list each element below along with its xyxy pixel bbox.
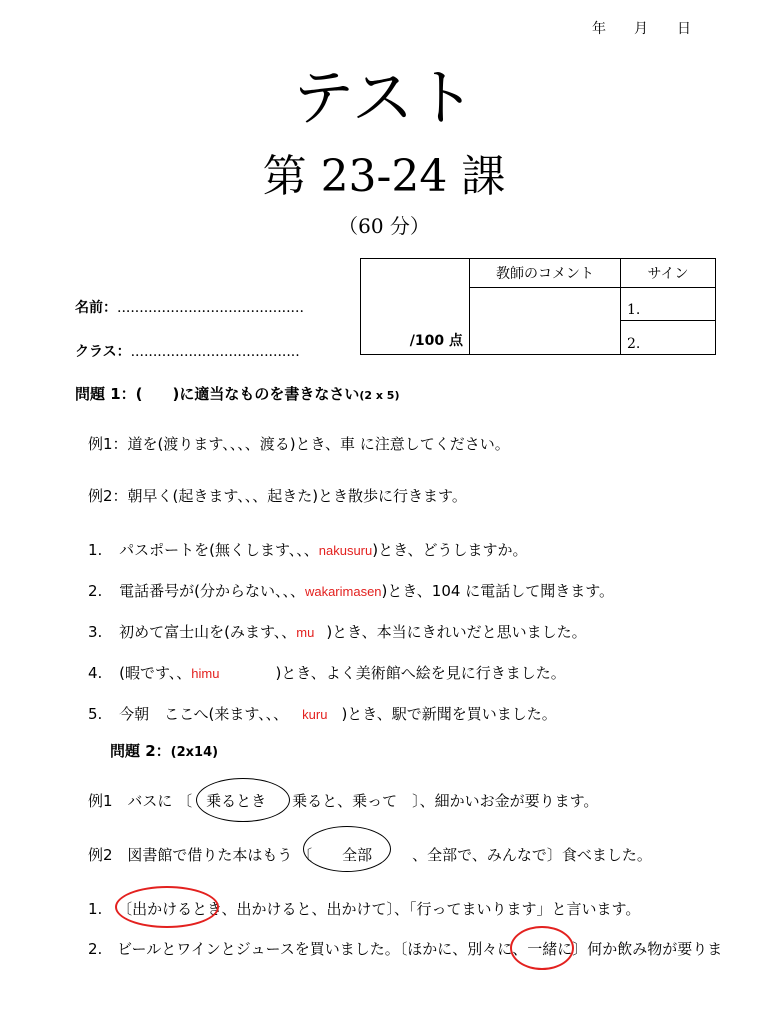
handwritten-answer[interactable]: mu	[296, 625, 315, 640]
q1-item-1	[88, 539, 528, 560]
item-number: 3.	[88, 623, 103, 641]
score-label: /100 点	[409, 333, 463, 349]
circled-answer: 一緒に	[527, 940, 573, 958]
example-text-after: 乗ると、乗って 〕、細かいお金が要ります。	[292, 792, 599, 810]
q1-example-2	[88, 485, 467, 506]
item-number: 1.	[88, 541, 103, 559]
item-text-before: 今朝 ここへ(来ます、、、	[119, 705, 289, 723]
name-label: 名前：	[75, 300, 117, 316]
class-row	[75, 341, 300, 361]
item-text-before: (暇です、、	[119, 664, 192, 682]
q1-item-2	[88, 580, 614, 601]
q1-heading: 問題 1：( )に適当なものを書きなさい	[75, 385, 360, 403]
example-text-before: バスに 〔	[127, 792, 193, 810]
item-text-after: )とき、どうしますか。	[372, 541, 528, 559]
teacher-comment-header: 教師のコメント	[470, 259, 621, 288]
q1-points: (2 x 5)	[359, 389, 400, 402]
example-label: 例1	[88, 792, 113, 810]
handwritten-answer[interactable]: kuru	[302, 707, 328, 722]
example-text: 道を(渡ります、、、、渡る)とき、車 に注意してください。	[127, 435, 510, 453]
q1-heading-row	[75, 383, 400, 404]
item-text-before: 〔	[117, 900, 133, 918]
example-label: 例2：	[88, 487, 128, 505]
item-text-before: パスポートを(無くします、、、	[119, 541, 319, 559]
example-label: 例2	[88, 846, 113, 864]
q1-item-5	[88, 703, 557, 724]
circled-answer: 出かけるとき	[132, 900, 222, 918]
item-text-after: )とき、駅で新聞を買いました。	[341, 705, 557, 723]
date-month-label: 月	[634, 21, 648, 37]
handwritten-circle	[115, 886, 222, 928]
item-text-after: )とき、本当にきれいだと思いました。	[326, 623, 587, 641]
item-text-before: 電話番号が(分からない、、、	[119, 582, 305, 600]
date-day-label: 日	[677, 21, 691, 37]
sign-cell-1[interactable]: 1.	[621, 288, 716, 321]
item-number: 2.	[88, 940, 103, 958]
q2-heading-row	[110, 740, 218, 761]
q2-heading: 問題 2：	[110, 742, 171, 760]
item-number: 5.	[88, 705, 103, 723]
name-blank[interactable]: ..........................................	[117, 300, 304, 316]
example-text-after: 、全部で、みんなで〕食べました。	[412, 846, 652, 864]
q2-points: (2x14)	[170, 745, 219, 760]
lesson-number: 第 23-24 課	[262, 151, 506, 202]
q2-item-2	[88, 938, 722, 959]
handwritten-answer[interactable]: nakusuru	[318, 543, 373, 558]
name-row	[75, 297, 304, 317]
item-text-before: ビールとワインとジュースを買いました。〔ほかに、別々に、	[117, 940, 528, 958]
item-text-before: 初めて富士山を(みます、、	[119, 623, 297, 641]
example-text: 朝早く(起きます、、、起きた)とき散歩に行きます。	[127, 487, 467, 505]
class-label: クラス：	[75, 344, 131, 360]
handwritten-answer[interactable]: wakarimasen	[304, 584, 382, 599]
handwritten-circle	[510, 926, 574, 970]
test-duration: （60 分）	[338, 214, 430, 238]
item-number: 1.	[88, 900, 103, 918]
q2-example-1	[88, 790, 598, 811]
circled-answer: 乗るとき	[206, 792, 267, 810]
q1-item-3	[88, 621, 587, 642]
class-blank[interactable]: ......................................	[130, 344, 300, 360]
page-title: テスト	[292, 61, 476, 134]
example-text-before: 図書館で借りた本はもう 〔	[127, 846, 313, 864]
handwritten-answer[interactable]: himu	[191, 666, 220, 681]
item-text-after: 、出かけると、出かけて〕、「行ってまいります」と言います。	[221, 900, 641, 918]
item-number: 2.	[88, 582, 103, 600]
teacher-comment-cell[interactable]	[470, 288, 621, 355]
score-cell	[361, 259, 470, 355]
item-number: 4.	[88, 664, 103, 682]
item-text-after: 〕何か飲み物が要りま	[572, 940, 723, 958]
circled-answer: 全部	[342, 846, 373, 864]
date-year-label: 年	[592, 21, 606, 37]
example-label: 例1：	[88, 435, 128, 453]
q1-item-4	[88, 662, 566, 683]
sign-cell-2[interactable]: 2.	[621, 321, 716, 355]
item-text-after: )とき、よく美術館へ絵を見に行きました。	[275, 664, 566, 682]
q1-example-1	[88, 433, 510, 454]
answer-circle	[196, 778, 290, 822]
sign-header: サイン	[621, 259, 716, 288]
grade-table	[360, 258, 716, 355]
answer-circle	[303, 826, 391, 872]
item-text-after: )とき、104 に電話して聞きます。	[381, 582, 614, 600]
